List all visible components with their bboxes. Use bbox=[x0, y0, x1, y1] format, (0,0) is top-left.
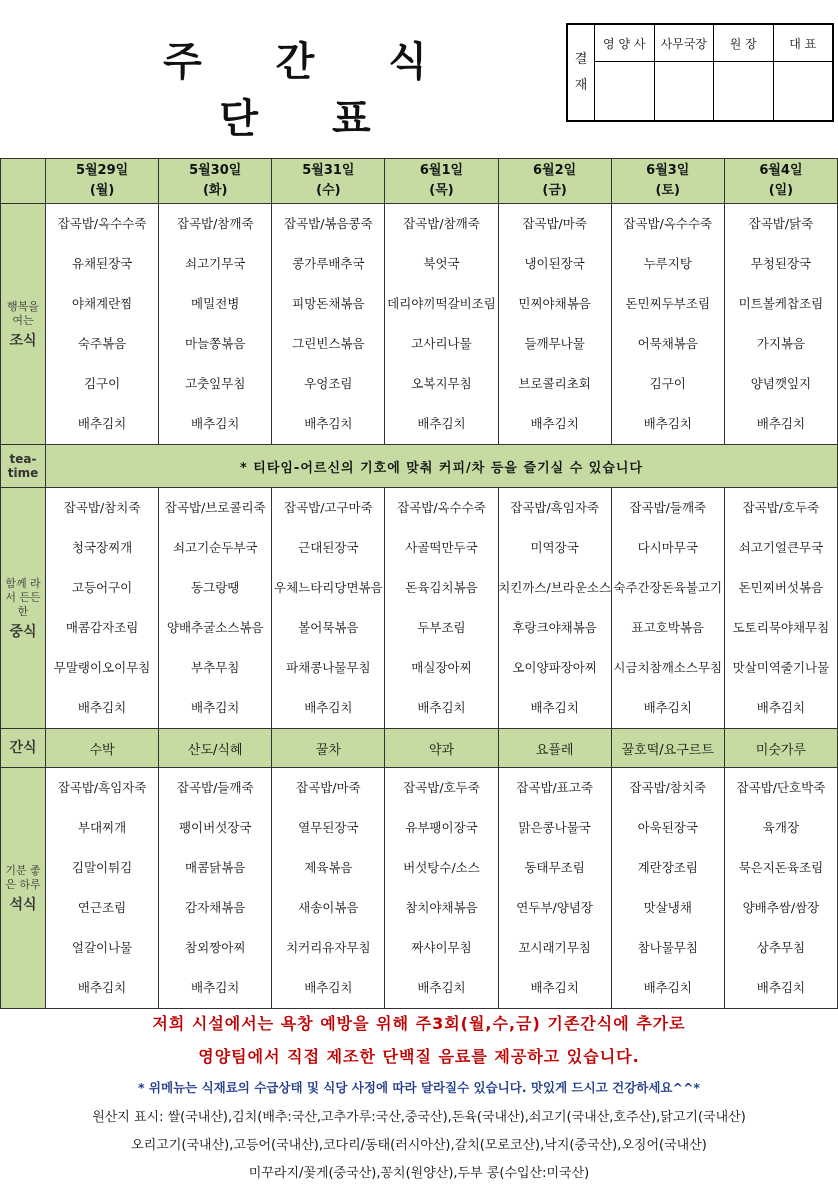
origin-line1: 원산지 표시: 쌀(국내산),김치(배추:국산,고추가루:국산,중국산),돈육(국내산),쇠고기(국내산,호주산),닭고기(국내산) bbox=[92, 1110, 746, 1125]
menu-item: 야채계란찜 bbox=[71, 296, 133, 311]
menu-item: 배추김치 bbox=[530, 980, 579, 995]
menu-item: 냉이된장국 bbox=[524, 256, 585, 271]
menu-item: 피망돈채볶음 bbox=[292, 296, 365, 311]
day-header bbox=[272, 159, 385, 204]
menu-item: 배추김치 bbox=[417, 980, 466, 995]
day-header bbox=[46, 159, 159, 204]
menu-item: 잡곡밥/참치죽 bbox=[63, 500, 141, 515]
dinner-day-cell bbox=[724, 768, 837, 1009]
menu-item: 볼어묵볶음 bbox=[298, 620, 359, 635]
menu-item: 김구이 bbox=[649, 376, 686, 391]
snack-item: 꿀차 bbox=[272, 729, 385, 768]
menu-item: 잡곡밥/닭죽 bbox=[748, 216, 814, 231]
menu-item: 아욱된장국 bbox=[637, 820, 698, 835]
menu-item: 상추무침 bbox=[756, 940, 806, 955]
menu-item: 고춧잎무침 bbox=[185, 376, 246, 391]
menu-item: 콩가루배추국 bbox=[292, 256, 365, 271]
day-header bbox=[498, 159, 611, 204]
day-date: 5월31일 bbox=[302, 163, 355, 178]
menu-item: 데리야끼떡갈비조림 bbox=[387, 296, 496, 311]
dinner-day-cell bbox=[498, 768, 611, 1009]
menu-item: 배추김치 bbox=[756, 700, 806, 715]
breakfast-day-cell bbox=[724, 204, 837, 445]
menu-item: 북엇국 bbox=[423, 256, 460, 271]
breakfast-day-cell bbox=[611, 204, 724, 445]
snack-item: 미숫가루 bbox=[724, 729, 837, 768]
menu-item: 마늘쫑볶음 bbox=[185, 336, 246, 351]
menu-item: 감자채볶음 bbox=[185, 900, 246, 915]
menu-item: 잡곡밥/옥수수죽 bbox=[623, 216, 713, 231]
menu-item: 고사리나물 bbox=[411, 336, 472, 351]
menu-item: 치킨까스/브라운소스 bbox=[498, 580, 612, 595]
approval-nutritionist: 영 양 사 bbox=[595, 25, 655, 120]
menu-item: 잡곡밥/옥수수죽 bbox=[57, 216, 147, 231]
menu-item: 맑은콩나물국 bbox=[518, 820, 591, 835]
menu-item: 고등어구이 bbox=[71, 580, 133, 595]
menu-item: 표고호박볶음 bbox=[631, 620, 704, 635]
menu-item: 부대찌개 bbox=[77, 820, 127, 835]
lunch-label-cell bbox=[1, 488, 46, 729]
menu-item: 치커리유자무침 bbox=[286, 940, 371, 955]
menu-item: 배추김치 bbox=[756, 416, 806, 431]
menu-item: 부추무침 bbox=[191, 660, 240, 675]
menu-item: 잡곡밥/참치죽 bbox=[629, 780, 707, 795]
menu-item: 민찌야채볶음 bbox=[518, 296, 591, 311]
menu-item: 매실장아찌 bbox=[411, 660, 472, 675]
menu-item: 짜샤이무침 bbox=[411, 940, 472, 955]
menu-item: 제육볶음 bbox=[304, 860, 353, 875]
menu-item: 돈육김치볶음 bbox=[405, 580, 478, 595]
menu-item: 배추김치 bbox=[304, 980, 353, 995]
snack-item: 산도/식혜 bbox=[159, 729, 272, 768]
dinner-label: 석식 bbox=[9, 897, 37, 913]
day-date: 5월29일 bbox=[75, 163, 129, 178]
menu-item: 잡곡밥/볶음콩죽 bbox=[283, 216, 373, 231]
snack-item: 요플레 bbox=[498, 729, 611, 768]
menu-item: 열무된장국 bbox=[298, 820, 359, 835]
approval-ceo: 대 표 bbox=[774, 25, 833, 120]
menu-item: 참외짱아찌 bbox=[185, 940, 246, 955]
menu-item: 배추김치 bbox=[191, 980, 240, 995]
day-of-week: (금) bbox=[542, 183, 567, 198]
menu-item: 팽이버섯장국 bbox=[178, 820, 252, 835]
day-header bbox=[724, 159, 837, 204]
menu-item: 참치야채볶음 bbox=[405, 900, 478, 915]
menu-item: 배추김치 bbox=[756, 980, 806, 995]
menu-item: 묵은지돈육조림 bbox=[738, 860, 824, 875]
menu-item: 오복지무침 bbox=[411, 376, 472, 391]
menu-item: 잡곡밥/옥수수죽 bbox=[397, 500, 486, 515]
menu-item: 도토리묵야채무침 bbox=[732, 620, 830, 635]
dinner-day-cell bbox=[385, 768, 498, 1009]
origin-line2: 오리고기(국내산),고등어(국내산),코다리/동태(러시아산),갈치(모로코산),낙지(중국산),오징어(국내산) bbox=[131, 1138, 707, 1153]
day-header bbox=[611, 159, 724, 204]
menu-item: 우체느타리당면볶음 bbox=[274, 580, 383, 595]
menu-item: 다시마무국 bbox=[637, 540, 698, 555]
menu-item: 파채콩나물무침 bbox=[286, 660, 371, 675]
menu-item: 무청된장국 bbox=[750, 256, 812, 271]
menu-item: 연두부/양념장 bbox=[516, 900, 593, 915]
lunch-day-cell bbox=[385, 488, 498, 729]
header-corner bbox=[1, 159, 46, 204]
lunch-day-cell bbox=[46, 488, 159, 729]
menu-item: 맛살냉채 bbox=[643, 900, 692, 915]
menu-item: 무말랭이오이무침 bbox=[53, 660, 151, 675]
menu-item: 메밀전병 bbox=[191, 296, 240, 311]
menu-item: 잡곡밥/흑임자죽 bbox=[510, 500, 599, 515]
breakfast-day-cell bbox=[385, 204, 498, 445]
day-date: 5월30일 bbox=[189, 163, 242, 178]
menu-item: 미역장국 bbox=[530, 540, 579, 555]
menu-item: 잡곡밥/들깨죽 bbox=[629, 500, 707, 515]
day-date: 6월2일 bbox=[533, 163, 577, 178]
dinner-day-cell bbox=[159, 768, 272, 1009]
menu-item: 어묵채볶음 bbox=[637, 336, 698, 351]
menu-item: 숙주볶음 bbox=[77, 336, 127, 351]
menu-item: 잡곡밥/마죽 bbox=[522, 216, 587, 231]
menu-item: 숙주간장돈육불고기 bbox=[613, 580, 723, 595]
menu-item: 얼갈이나물 bbox=[71, 940, 133, 955]
dinner-label-cell bbox=[1, 768, 46, 1009]
menu-item: 육개장 bbox=[762, 820, 800, 835]
menu-item: 잡곡밥/흑임자죽 bbox=[57, 780, 147, 795]
menu-item: 매콤감자조림 bbox=[65, 620, 139, 635]
menu-item: 시금치참깨소스무침 bbox=[613, 660, 723, 675]
day-of-week: (토) bbox=[655, 183, 680, 198]
menu-item: 양배추굴소스볶음 bbox=[166, 620, 264, 635]
menu-item: 돈민찌두부조림 bbox=[625, 296, 711, 311]
menu-item: 돈민찌버섯볶음 bbox=[738, 580, 824, 595]
menu-item: 근대된장국 bbox=[298, 540, 359, 555]
menu-item: 꼬시래기무침 bbox=[518, 940, 591, 955]
snack-item: 꿀호떡/요구르트 bbox=[611, 729, 724, 768]
day-of-week: (일) bbox=[768, 183, 794, 198]
menu-item: 잡곡밥/마죽 bbox=[296, 780, 361, 795]
menu-item: 양배추쌈/쌈장 bbox=[742, 900, 820, 915]
teatime-row bbox=[1, 445, 838, 488]
menu-item: 매콤닭볶음 bbox=[185, 860, 246, 875]
menu-item: 배추김치 bbox=[77, 980, 127, 995]
menu-change-note: * 위메뉴는 식재료의 수급상태 및 식당 사정에 따라 달라질수 있습니다. 맛있게 드시고 건강하세요^^* bbox=[138, 1080, 700, 1095]
day-of-week: (화) bbox=[202, 183, 228, 198]
teatime-label: tea-time bbox=[1, 445, 46, 488]
menu-item: 참나물무침 bbox=[637, 940, 698, 955]
breakfast-slogan: 행복을 여는 bbox=[7, 300, 39, 327]
menu-item: 배추김치 bbox=[191, 416, 240, 431]
protein-notice-line2: 영양팀에서 직접 제조한 단백질 음료를 제공하고 있습니다. bbox=[198, 1047, 640, 1066]
menu-item: 우엉조림 bbox=[304, 376, 353, 391]
menu-item: 두부조림 bbox=[417, 620, 466, 635]
date-header-row bbox=[1, 159, 838, 204]
day-of-week: (수) bbox=[316, 183, 341, 198]
menu-item: 잡곡밥/참깨죽 bbox=[403, 216, 480, 231]
day-of-week: (목) bbox=[429, 183, 454, 198]
menu-item: 동태무조림 bbox=[524, 860, 585, 875]
approval-label: 결 재 bbox=[568, 25, 595, 120]
menu-item: 동그랑땡 bbox=[191, 580, 240, 595]
menu-item: 잡곡밥/들깨죽 bbox=[176, 780, 254, 795]
approval-box bbox=[566, 23, 834, 122]
menu-item: 새송이볶음 bbox=[298, 900, 359, 915]
menu-item: 오이양파장아찌 bbox=[512, 660, 597, 675]
menu-item: 배추김치 bbox=[530, 700, 579, 715]
lunch-row bbox=[1, 488, 838, 729]
menu-item: 배추김치 bbox=[643, 980, 692, 995]
menu-item: 배추김치 bbox=[643, 416, 692, 431]
menu-item: 계란장조림 bbox=[637, 860, 698, 875]
menu-item: 가지볶음 bbox=[756, 336, 806, 351]
weekly-menu-table bbox=[0, 158, 838, 1009]
menu-item: 잡곡밥/브로콜리죽 bbox=[164, 500, 266, 515]
lunch-slogan: 함께 라서 든든한 bbox=[5, 577, 41, 618]
menu-item: 연근조림 bbox=[77, 900, 127, 915]
menu-item: 잡곡밥/참깨죽 bbox=[176, 216, 254, 231]
protein-notice-line1: 저희 시설에서는 욕창 예방을 위해 주3회(월,수,금) 기존간식에 추가로 bbox=[152, 1014, 686, 1033]
snack-item: 수박 bbox=[46, 729, 159, 768]
lunch-label: 중식 bbox=[9, 624, 37, 640]
approval-secretary-general: 사무국장 bbox=[655, 25, 715, 120]
menu-item: 후랑크야채볶음 bbox=[512, 620, 597, 635]
dinner-day-cell bbox=[46, 768, 159, 1009]
menu-item: 배추김치 bbox=[77, 700, 127, 715]
lunch-day-cell bbox=[611, 488, 724, 729]
menu-item: 배추김치 bbox=[417, 700, 466, 715]
dinner-row bbox=[1, 768, 838, 1009]
lunch-day-cell bbox=[272, 488, 385, 729]
menu-item: 잡곡밥/고구마죽 bbox=[283, 500, 373, 515]
breakfast-label: 조식 bbox=[9, 333, 37, 349]
menu-item: 배추김치 bbox=[530, 416, 579, 431]
menu-item: 들깨무나물 bbox=[524, 336, 585, 351]
breakfast-row bbox=[1, 204, 838, 445]
lunch-day-cell bbox=[498, 488, 611, 729]
dinner-day-cell bbox=[272, 768, 385, 1009]
menu-item: 잡곡밥/단호박죽 bbox=[736, 780, 826, 795]
menu-item: 미트볼케찹조림 bbox=[738, 296, 824, 311]
menu-item: 양념깻잎지 bbox=[750, 376, 812, 391]
breakfast-day-cell bbox=[159, 204, 272, 445]
menu-item: 누루지탕 bbox=[643, 256, 692, 271]
day-date: 6월3일 bbox=[646, 163, 690, 178]
menu-item: 맛살미역줄기나물 bbox=[732, 660, 830, 675]
menu-item: 그린빈스볶음 bbox=[292, 336, 365, 351]
menu-item: 잡곡밥/호두죽 bbox=[403, 780, 480, 795]
day-header bbox=[159, 159, 272, 204]
snack-item: 약과 bbox=[385, 729, 498, 768]
breakfast-day-cell bbox=[498, 204, 611, 445]
breakfast-day-cell bbox=[272, 204, 385, 445]
menu-item: 배추김치 bbox=[77, 416, 127, 431]
day-header bbox=[385, 159, 498, 204]
menu-item: 배추김치 bbox=[304, 700, 353, 715]
origin-line3: 미꾸라지/꽃게(중국산),꽁치(원양산),두부 콩(수입산:미국산) bbox=[248, 1166, 590, 1181]
menu-item: 청국장찌개 bbox=[71, 540, 133, 555]
menu-item: 배추김치 bbox=[191, 700, 240, 715]
menu-item: 배추김치 bbox=[417, 416, 466, 431]
dinner-slogan: 기분 좋은 하루 bbox=[5, 864, 41, 891]
menu-item: 유채된장국 bbox=[71, 256, 133, 271]
snack-row bbox=[1, 729, 838, 768]
approval-director: 원 장 bbox=[714, 25, 774, 120]
menu-item: 사골떡만두국 bbox=[405, 540, 478, 555]
page-title: 주 간 식 단 표 bbox=[163, 39, 457, 142]
teatime-notice: * 티타임-어르신의 기호에 맞춰 커피/차 등을 즐기실 수 있습니다 bbox=[46, 445, 838, 488]
menu-item: 잡곡밥/표고죽 bbox=[516, 780, 593, 795]
menu-item: 쇠고기얼큰무국 bbox=[738, 540, 824, 555]
menu-item: 김구이 bbox=[83, 376, 121, 391]
menu-item: 잡곡밥/호두죽 bbox=[742, 500, 820, 515]
menu-item: 쇠고기순두부국 bbox=[172, 540, 258, 555]
day-date: 6월4일 bbox=[759, 163, 803, 178]
snack-label: 간식 bbox=[1, 729, 46, 768]
menu-item: 브로콜리초회 bbox=[518, 376, 591, 391]
dinner-day-cell bbox=[611, 768, 724, 1009]
lunch-day-cell bbox=[724, 488, 837, 729]
menu-item: 김말이튀김 bbox=[71, 860, 133, 875]
menu-item: 버섯탕수/소스 bbox=[403, 860, 480, 875]
breakfast-day-cell bbox=[46, 204, 159, 445]
day-of-week: (월) bbox=[89, 183, 115, 198]
menu-item: 배추김치 bbox=[304, 416, 353, 431]
day-date: 6월1일 bbox=[419, 163, 464, 178]
menu-item: 쇠고기무국 bbox=[185, 256, 246, 271]
menu-item: 배추김치 bbox=[643, 700, 692, 715]
lunch-day-cell bbox=[159, 488, 272, 729]
breakfast-label-cell bbox=[1, 204, 46, 445]
menu-item: 유부팽이장국 bbox=[405, 820, 478, 835]
